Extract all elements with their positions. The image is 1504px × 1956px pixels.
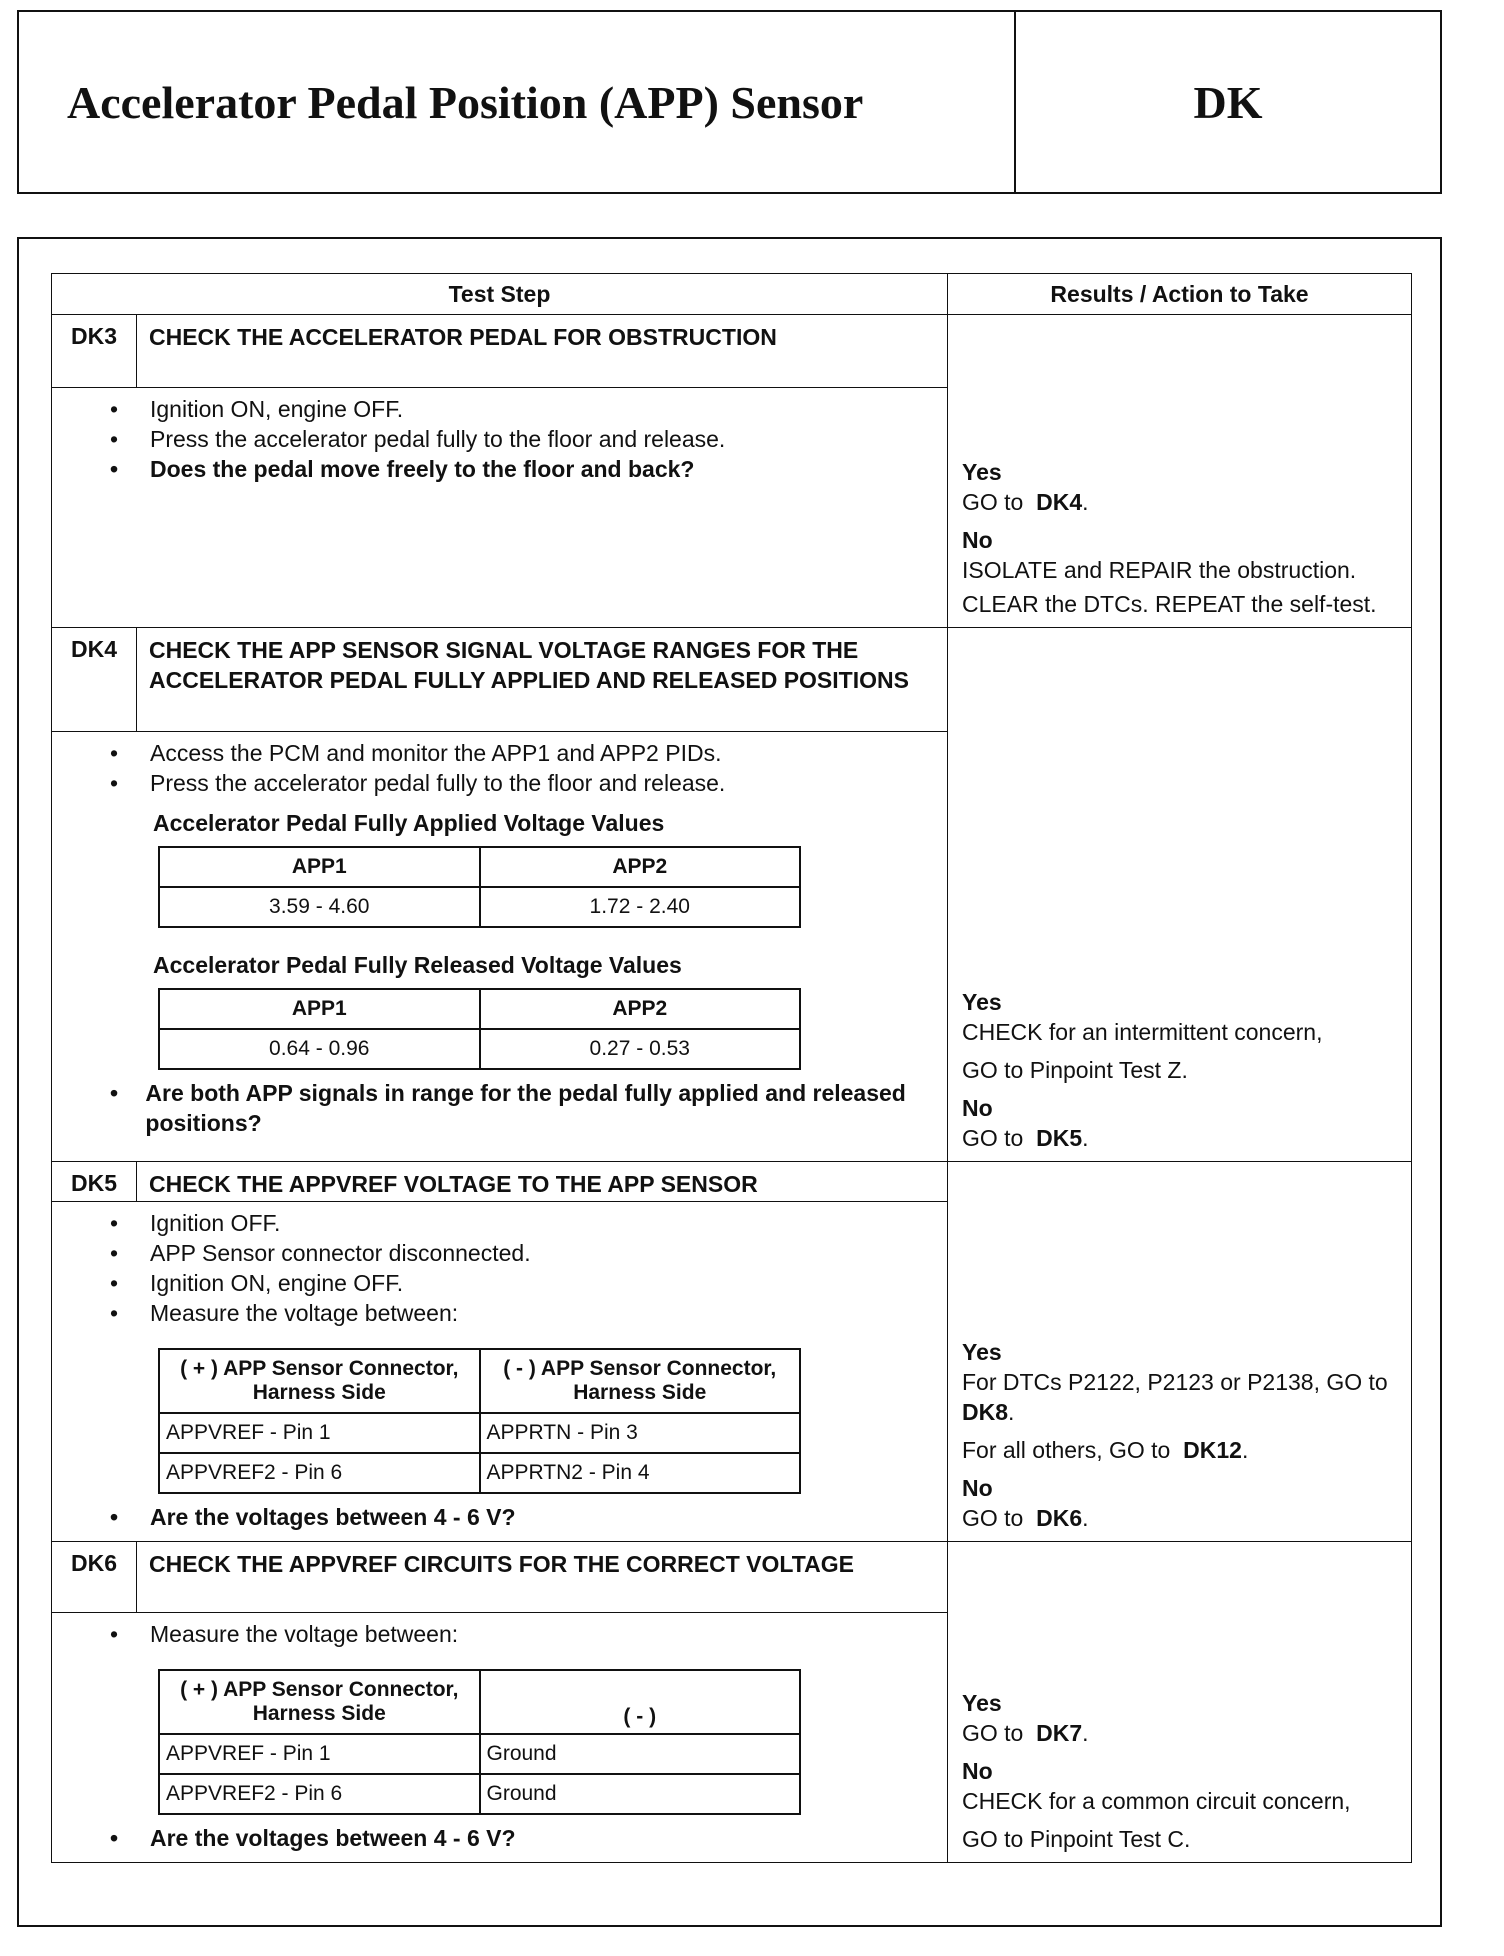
cell: Ground: [480, 1774, 801, 1814]
step-title: CHECK THE APPVREF VOLTAGE TO THE APP SENSOR: [137, 1162, 948, 1202]
cell: Ground: [480, 1734, 801, 1774]
step-question: • Does the pedal move freely to the floor and back?: [110, 456, 695, 482]
step-body: [52, 1613, 948, 1863]
applied-voltage-table: [158, 846, 801, 928]
cell: 0.64 - 0.96: [159, 1029, 480, 1069]
yes-action: GO to DK4.: [962, 489, 1089, 515]
col-positive: ( + ) APP Sensor Connector, Harness Side: [159, 1349, 480, 1413]
cell: APPRTN2 - Pin 4: [480, 1453, 801, 1493]
cell: APPVREF2 - Pin 6: [159, 1453, 480, 1493]
bullet-item: • Measure the voltage between:: [110, 1621, 459, 1647]
no-label: No: [962, 1758, 993, 1784]
page-title: Accelerator Pedal Position (APP) Sensor: [19, 12, 1016, 192]
step-body: [52, 732, 948, 1162]
step-id: DK6: [52, 1542, 137, 1613]
no-action: CHECK for a common circuit concern,: [962, 1788, 1351, 1814]
col-app2: APP2: [480, 989, 801, 1029]
bullet-item: • Measure the voltage between:: [110, 1300, 459, 1326]
no-action: GO to DK5.: [962, 1125, 1089, 1151]
measurement-table: [158, 1669, 801, 1815]
col-negative: ( - ) APP Sensor Connector, Harness Side: [480, 1349, 801, 1413]
col-header-test-step: Test Step: [52, 274, 948, 315]
bullet-item: • Access the PCM and monitor the APP1 and APP2 PIDs.: [110, 740, 722, 766]
released-heading: Accelerator Pedal Fully Released Voltage Values: [153, 952, 682, 978]
step-id: DK3: [52, 315, 137, 388]
step-question: • Are the voltages between 4 - 6 V?: [110, 1504, 516, 1530]
no-action: GO to DK6.: [962, 1505, 1089, 1531]
col-positive: ( + ) APP Sensor Connector, Harness Side: [159, 1670, 480, 1734]
section-code: DK: [1193, 76, 1263, 128]
yes-label: Yes: [962, 989, 1002, 1015]
step-results: [948, 1162, 1412, 1542]
step-results: [948, 1542, 1412, 1863]
no-action: GO to Pinpoint Test C.: [962, 1826, 1191, 1852]
step-title: CHECK THE APPVREF CIRCUITS FOR THE CORRECT VOLTAGE: [137, 1542, 948, 1613]
cell: 3.59 - 4.60: [159, 887, 480, 927]
step-body: [52, 388, 948, 628]
step-id: DK5: [52, 1162, 137, 1202]
step-results: [948, 315, 1412, 628]
cell: APPVREF - Pin 1: [159, 1413, 480, 1453]
step-title: CHECK THE ACCELERATOR PEDAL FOR OBSTRUCTION: [137, 315, 948, 388]
yes-action: GO to DK7.: [962, 1720, 1089, 1746]
cell: 0.27 - 0.53: [480, 1029, 801, 1069]
released-voltage-table: [158, 988, 801, 1070]
cell: 1.72 - 2.40: [480, 887, 801, 927]
col-app2: APP2: [480, 847, 801, 887]
step-id: DK4: [52, 628, 137, 732]
bullet-item: • APP Sensor connector disconnected.: [110, 1240, 531, 1266]
yes-action: CHECK for an intermittent concern,: [962, 1019, 1323, 1045]
yes-label: Yes: [962, 1690, 1002, 1716]
bullet-item: • Ignition OFF.: [110, 1210, 281, 1236]
yes-label: Yes: [962, 459, 1002, 485]
yes-action: For DTCs P2122, P2123 or P2138, GO to DK8.: [962, 1369, 1388, 1425]
no-action: CLEAR the DTCs. REPEAT the self-test.: [962, 591, 1377, 617]
no-label: No: [962, 527, 993, 553]
pinpoint-test-table: [51, 273, 1412, 1863]
col-header-results: Results / Action to Take: [948, 274, 1412, 315]
bullet-item: • Ignition ON, engine OFF.: [110, 396, 404, 422]
cell: APPRTN - Pin 3: [480, 1413, 801, 1453]
bullet-item: • Press the accelerator pedal fully to the floor and release.: [110, 770, 726, 796]
step-question: • Are both APP signals in range for the pedal fully applied and released positions?: [110, 1080, 906, 1136]
step-results: [948, 628, 1412, 1162]
yes-label: Yes: [962, 1339, 1002, 1365]
cell: APPVREF2 - Pin 6: [159, 1774, 480, 1814]
step-title: CHECK THE APP SENSOR SIGNAL VOLTAGE RANGES FOR THE ACCELERATOR PEDAL FULLY APPLIED AND RELEASED POSITIONS: [137, 628, 948, 732]
step-question: • Are the voltages between 4 - 6 V?: [110, 1825, 516, 1851]
cell: APPVREF - Pin 1: [159, 1734, 480, 1774]
measurement-table: [158, 1348, 801, 1494]
no-label: No: [962, 1475, 993, 1501]
yes-action: For all others, GO to DK12.: [962, 1437, 1249, 1463]
no-label: No: [962, 1095, 993, 1121]
step-body: [52, 1202, 948, 1542]
col-app1: APP1: [159, 989, 480, 1029]
applied-heading: Accelerator Pedal Fully Applied Voltage Values: [153, 810, 665, 836]
test-procedure-frame: [17, 237, 1442, 1927]
yes-action: GO to Pinpoint Test Z.: [962, 1057, 1188, 1083]
no-action: ISOLATE and REPAIR the obstruction.: [962, 557, 1357, 583]
col-negative: ( - ): [480, 1670, 801, 1734]
page-header: [17, 10, 1442, 194]
bullet-item: • Ignition ON, engine OFF.: [110, 1270, 404, 1296]
bullet-item: • Press the accelerator pedal fully to the floor and release.: [110, 426, 726, 452]
col-app1: APP1: [159, 847, 480, 887]
